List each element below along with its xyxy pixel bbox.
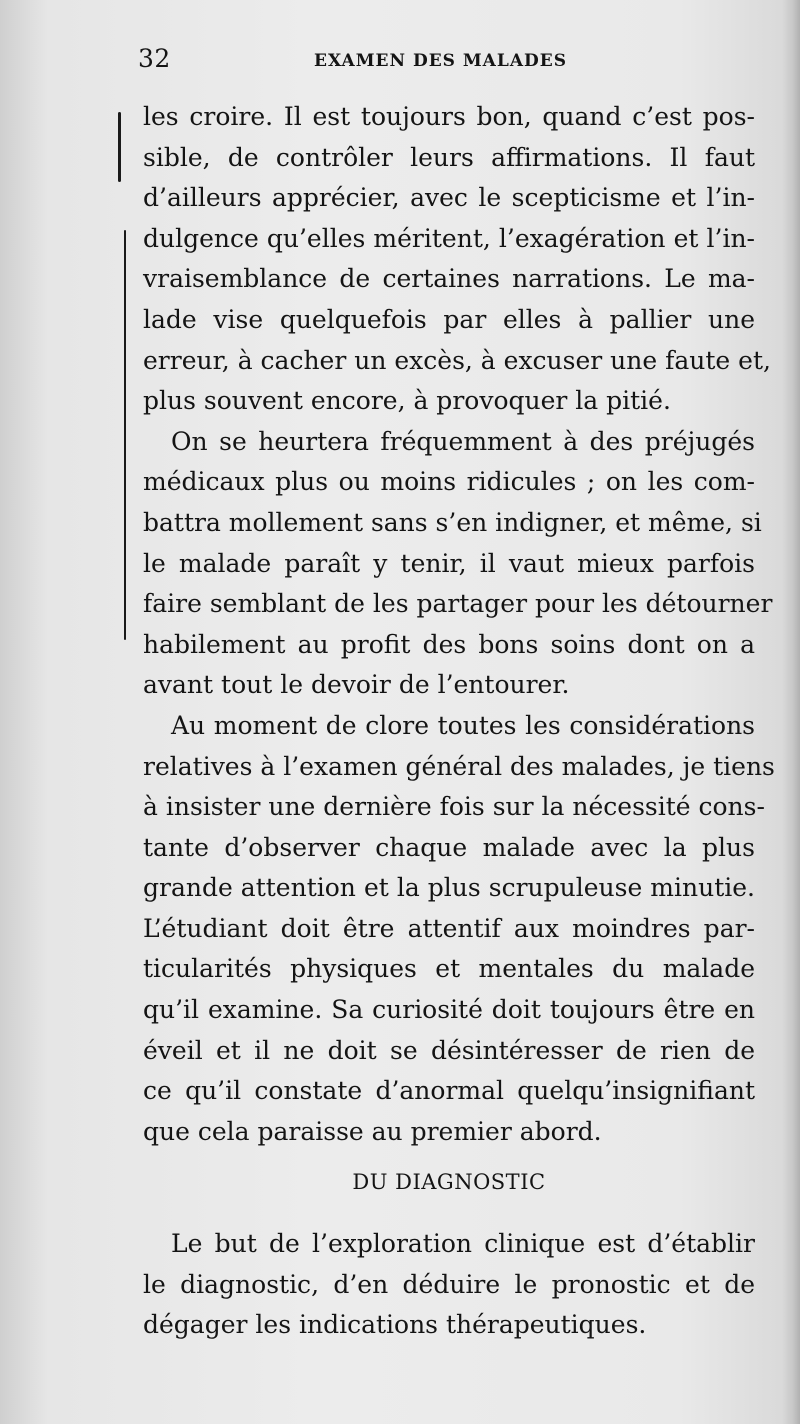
text-line: vraisemblance de certaines narrations. Le ma- <box>143 264 755 294</box>
text-line: tante d’observer chaque malade avec la plus <box>143 832 755 862</box>
text-line: habilement au profit des bons soins dont on a <box>143 629 755 659</box>
text-line: Le but de l’exploration clinique est d’établir <box>171 1229 755 1258</box>
text-line: à insister une dernière fois sur la nécessité cons- <box>143 792 765 822</box>
text-line: relatives à l’examen général des malades, je tiens <box>143 751 775 781</box>
text-line: ce qu’il constate d’anormal quelqu’insignifiant <box>143 1076 755 1106</box>
paragraph-2 <box>143 422 773 706</box>
text-line: d’ailleurs apprécier, avec le scepticisme et l’in- <box>143 183 755 213</box>
text-line: éveil et il ne doit se désintéresser de rien de <box>143 1035 755 1065</box>
text-line: que cela paraisse au premier abord. <box>143 1116 602 1146</box>
margin-pencil-mark <box>124 230 126 640</box>
text-line: dégager les indications thérapeutiques. <box>143 1310 647 1340</box>
page-header <box>138 44 758 80</box>
paragraph-1 <box>143 97 771 422</box>
text-line: faire semblant de les partager pour les détourner <box>143 589 773 619</box>
text-line: médicaux plus ou moins ridicules ; on les com- <box>143 467 755 497</box>
page-number: 32 <box>138 44 171 73</box>
text-line: On se heurtera fréquemment à des préjugés <box>171 426 755 456</box>
text-line: sible, de contrôler leurs affirmations. Il faut <box>143 142 755 172</box>
text-line: les croire. Il est toujours bon, quand c’est pos- <box>143 102 755 131</box>
section-body <box>143 1224 755 1346</box>
text-line: erreur, à cacher un excès, à excuser une faute et, <box>143 345 771 375</box>
running-title: EXAMEN DES MALADES <box>314 51 567 71</box>
text-line: ticularités physiques et mentales du malade <box>143 954 755 984</box>
text-line: plus souvent encore, à provoquer la pitié. <box>143 386 671 416</box>
text-line: le malade paraît y tenir, il vaut mieux parfois <box>143 548 755 578</box>
text-line: lade vise quelquefois par elles à pallier une <box>143 304 755 334</box>
text-line: Au moment de clore toutes les considérations <box>171 710 755 740</box>
section-heading: DU DIAGNOSTIC <box>352 1170 546 1194</box>
text-line: le diagnostic, d’en déduire le pronostic et de <box>143 1269 755 1299</box>
page-spine-shadow <box>782 0 800 1424</box>
margin-pencil-mark <box>118 112 121 182</box>
text-line: qu’il examine. Sa curiosité doit toujours être en <box>143 995 755 1025</box>
text-line: battra mollement sans s’en indigner, et même, si <box>143 507 762 537</box>
paragraph-3 <box>143 706 775 1153</box>
text-line: grande attention et la plus scrupuleuse minutie. <box>143 873 755 903</box>
text-line: dulgence qu’elles méritent, l’exagération et l’in- <box>143 223 755 253</box>
text-line: avant tout le devoir de l’entourer. <box>143 670 570 700</box>
text-line: L’étudiant doit être attentif aux moindres par- <box>143 913 755 943</box>
body-text <box>143 97 775 1152</box>
